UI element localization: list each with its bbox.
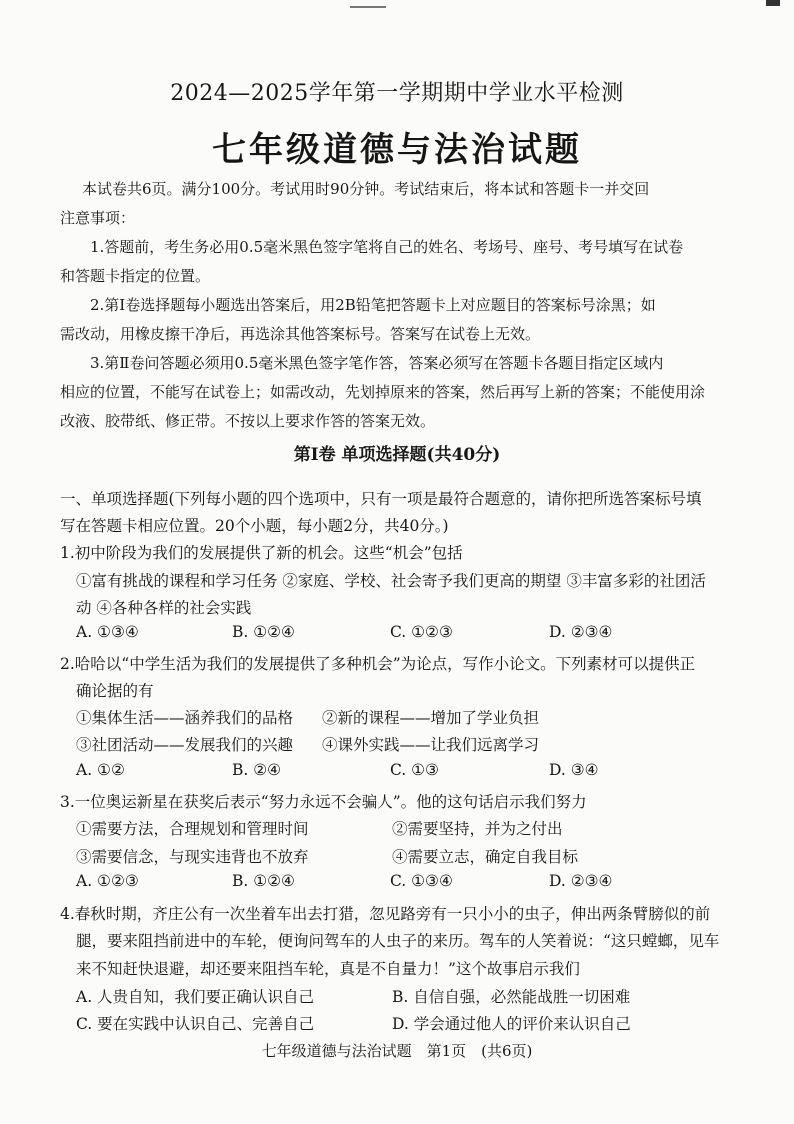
q2-option-c: C. ①③: [390, 761, 439, 779]
q4-option-a: A. 人贵自知，我们要正确认识自己: [76, 988, 315, 1006]
section-title: 第Ⅰ卷 单项选择题(共40分): [293, 445, 501, 465]
q2-item-2: ②新的课程——增加了学业负担: [322, 709, 540, 727]
q4-option-b: B. 自信自强，必然能战胜一切困难: [392, 988, 631, 1006]
q2-option-b: B. ②④: [232, 761, 282, 779]
q3-option-d: D. ②③④: [549, 872, 613, 890]
q2-item-4: ④课外实践——让我们远离学习: [322, 736, 540, 754]
q1-items: ①富有挑战的课程和学习任务 ②家庭、学校、社会寄予我们更高的期望 ③丰富多彩的社团活: [76, 572, 706, 590]
q4-option-d: D. 学会通过他人的评价来认识自己: [392, 1015, 631, 1033]
q1-items-cont: 动 ④各种各样的社会实践: [76, 599, 252, 617]
section-instruction: 一、单项选择题(下列每小题的四个选项中，只有一项是最符合题意的，请你把所选答案标号填: [60, 490, 702, 508]
q3-item-4: ④需要立志，确定自我目标: [392, 848, 579, 866]
notice-3-cont2: 改液、胶带纸、修正带。不按以上要求作答的答案无效。: [60, 412, 436, 430]
exam-title: 七年级道德与法治试题: [212, 130, 582, 170]
q1-option-c: C. ①②③: [390, 623, 453, 641]
scan-mark: [350, 0, 386, 8]
notice-1: 1.答题前，考生务必用0.5毫米黑色签字笔将自己的姓名、考场号、座号、考号填写在试卷: [90, 238, 684, 256]
q2-option-d: D. ③④: [549, 761, 599, 779]
notice-3-cont: 相应的位置，不能写在试卷上；如需改动，先划掉原来的答案，然后再写上新的答案；不能使用涂: [60, 383, 706, 401]
q3-option-c: C. ①③④: [390, 872, 453, 890]
q2-item-1: ①集体生活——涵养我们的品格: [76, 709, 294, 727]
q4-stem-cont: 腿，要来阻挡前进中的车轮，便询问驾车的人虫子的来历。驾车的人笑着说：“这只螳螂，见车: [76, 932, 720, 950]
page-footer: 七年级道德与法治试题 第1页 (共6页): [261, 1042, 533, 1060]
q4-stem-cont2: 来不知赶快退避，却还要来阻挡车轮，真是不自量力！”这个故事启示我们: [76, 960, 580, 978]
q3-option-a: A. ①②③: [76, 872, 139, 890]
q2-stem: 2.哈哈以“中学生活为我们的发展提供了多种机会”为论点，写作小论文。下列素材可以提供正: [60, 655, 696, 673]
q2-stem-cont: 确论据的有: [76, 682, 154, 700]
intro-line: 本试卷共6页。满分100分。考试用时90分钟。考试结束后，将本试和答题卡一并交回: [82, 180, 650, 198]
section-instruction-cont: 写在答题卡相应位置。20个小题，每小题2分，共40分。): [60, 517, 449, 535]
q4-stem: 4.春秋时期，齐庄公有一次坐着车出去打猎，忽见路旁有一只小小的虫子，伸出两条臂膀似的前: [60, 905, 711, 923]
exam-subtitle: 2024—2025学年第一学期期中学业水平检测: [170, 81, 624, 106]
q2-item-3: ③社团活动——发展我们的兴趣: [76, 736, 294, 754]
q3-option-b: B. ①②④: [232, 872, 295, 890]
notice-2: 2.第Ⅰ卷选择题每小题选出答案后，用2B铅笔把答题卡上对应题目的答案标号涂黑；如: [90, 296, 656, 314]
q4-option-c: C. 要在实践中认识自己、完善自己: [76, 1015, 315, 1033]
notice-1-cont: 和答题卡指定的位置。: [60, 267, 211, 285]
q3-stem: 3.一位奥运新星在获奖后表示“努力永远不会骗人”。他的这句话启示我们努力: [60, 793, 587, 811]
notice-heading: 注意事项：: [60, 209, 136, 227]
scan-mark-right: [766, 0, 780, 6]
q1-option-b: B. ①②④: [232, 623, 295, 641]
notice-2-cont: 需改动，用橡皮擦干净后，再选涂其他答案标号。答案写在试卷上无效。: [60, 325, 541, 343]
q3-item-2: ②需要坚持，并为之付出: [392, 820, 563, 838]
q1-option-a: A. ①③④: [76, 623, 139, 641]
q1-option-d: D. ②③④: [549, 623, 613, 641]
q1-stem: 1.初中阶段为我们的发展提供了新的机会。这些“机会”包括: [60, 544, 463, 562]
q2-option-a: A. ①②: [76, 761, 125, 779]
notice-3: 3.第Ⅱ卷问答题必须用0.5毫米黑色签字笔作答，答案必须写在答题卡各题目指定区域内: [90, 354, 664, 372]
q3-item-1: ①需要方法，合理规划和管理时间: [76, 820, 309, 838]
q3-item-3: ③需要信念，与现实违背也不放弃: [76, 848, 309, 866]
